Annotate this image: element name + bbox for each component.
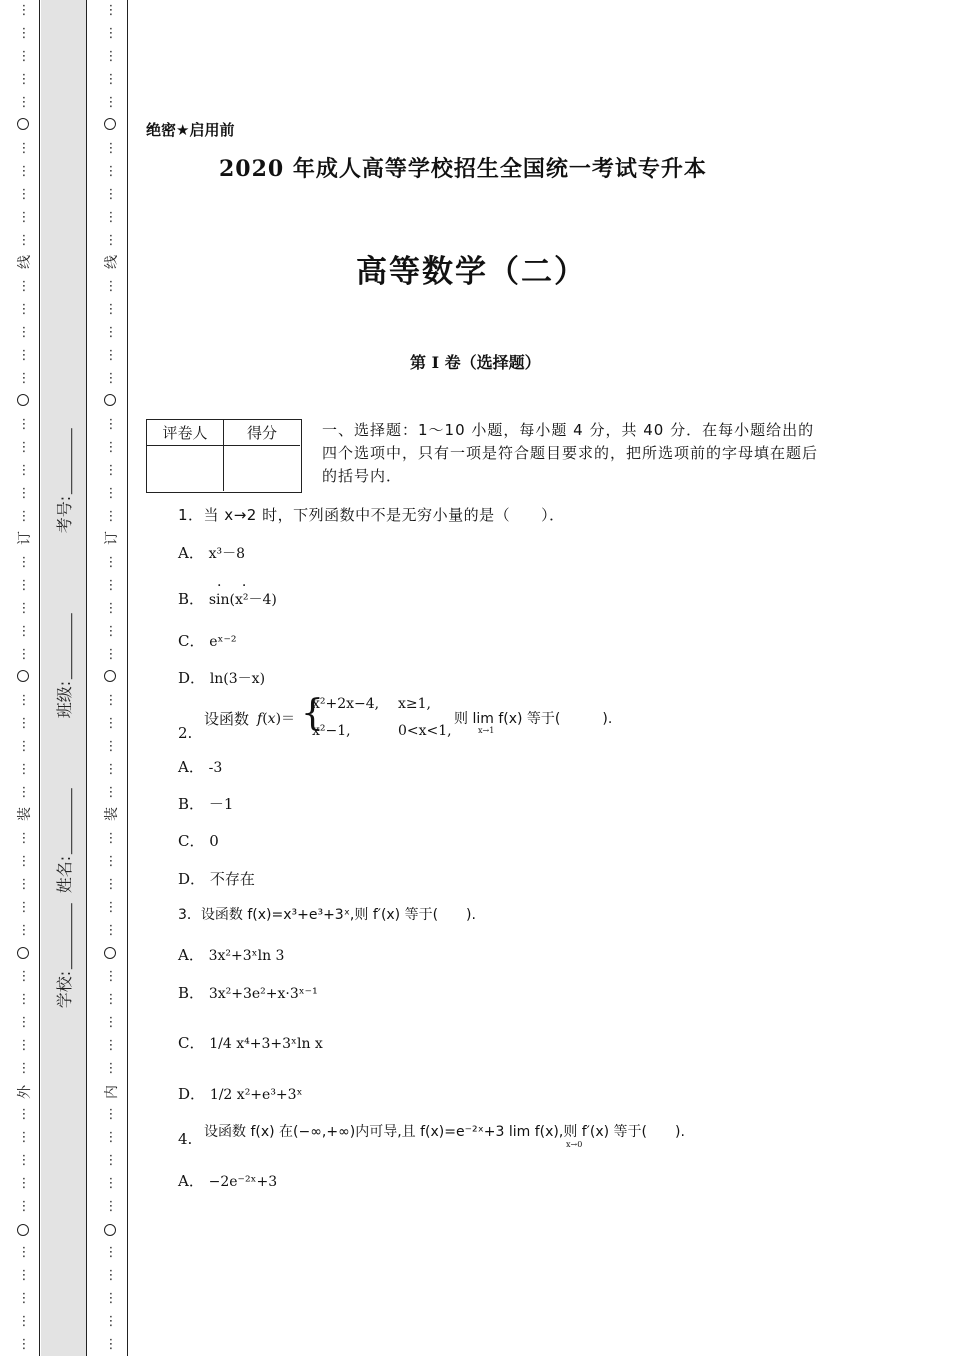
cut-line-dot: ⋮ [17, 1015, 31, 1030]
cut-line-dot: ⋮ [104, 831, 118, 846]
name-label: 姓名: [55, 855, 75, 893]
question-4-number: 4. [178, 1130, 193, 1148]
option-text: eˣ⁻² [209, 634, 237, 650]
cut-line-dot: ⋮ [17, 302, 31, 317]
cut-line-dot: ⋮ [104, 325, 118, 340]
cut-line-dot: ⋮ [104, 900, 118, 915]
option-label: D． [178, 1085, 206, 1103]
cut-line-dot: ⋮ [104, 555, 118, 570]
option-label: C． [178, 1034, 205, 1052]
cut-line-dot: ⋮ [17, 141, 31, 156]
cut-line-dot: ⋮ [17, 739, 31, 754]
question-2-lead: 设函数 [204, 710, 250, 728]
question-1-option-a[interactable] [178, 542, 245, 563]
question-1-option-c[interactable] [178, 630, 237, 651]
binding-hole-circle [104, 670, 116, 682]
cut-line-dot: ⋮ [17, 693, 31, 708]
option-label: B． [178, 984, 205, 1002]
class-field[interactable] [44, 585, 84, 745]
cut-line-dot: ⋮ [104, 1199, 118, 1214]
confidential-notice: 绝密★启用前 [146, 121, 235, 139]
question-2-option-b[interactable] [178, 793, 233, 814]
cut-line-dot: ⋮ [104, 1268, 118, 1283]
cut-line-dot: ⋮ [17, 900, 31, 915]
cut-line-dot: ⋮ [104, 371, 118, 386]
cut-line-dot: ⋮ [17, 1245, 31, 1260]
option-label: A． [178, 758, 204, 776]
inner-dotted-cut-line [101, 0, 121, 1356]
cut-line-dot: ⋮ [17, 72, 31, 87]
inner-label-staple: 装 [104, 807, 120, 821]
cut-line-dot: ⋮ [17, 486, 31, 501]
cut-line-dot: ⋮ [17, 187, 31, 202]
question-2-number: 2. [178, 724, 193, 742]
cut-line-dot: ⋮ [104, 49, 118, 64]
cut-line-dot: ⋮ [104, 187, 118, 202]
outer-label-line: 线 [17, 255, 33, 269]
cut-line-dot: ⋮ [104, 647, 118, 662]
cut-line-dot: ⋮ [104, 739, 118, 754]
question-3-option-b[interactable] [178, 982, 318, 1003]
option-text: 3x²+3ˣln 3 [208, 948, 285, 964]
cut-line-dot: ⋮ [104, 233, 118, 248]
cut-line-dot: ⋮ [17, 647, 31, 662]
score-cell[interactable] [224, 446, 300, 491]
cut-line-dot: ⋮ [104, 26, 118, 41]
option-text: 不存在 [209, 870, 255, 888]
cut-line-dot: ⋮ [104, 72, 118, 87]
cut-line-dot: ⋮ [17, 463, 31, 478]
cut-line-dot: ⋮ [104, 578, 118, 593]
option-label: B． [178, 795, 205, 813]
option-text: x³－8 [208, 546, 246, 562]
binding-hole-circle [104, 1224, 116, 1236]
cut-line-dot: ⋮ [17, 877, 31, 892]
cut-line-dot: ⋮ [17, 923, 31, 938]
cut-line-dot: ⋮ [104, 1176, 118, 1191]
cut-line-dot: ⋮ [17, 26, 31, 41]
cut-line-dot: ⋮ [104, 762, 118, 777]
school-field[interactable] [44, 870, 84, 1040]
cut-line-dot: ⋮ [17, 831, 31, 846]
question-2-option-a[interactable] [178, 756, 222, 777]
cut-line-dot: ⋮ [17, 279, 31, 294]
binding-hole-circle [104, 394, 116, 406]
cut-line-dot: ⋮ [104, 141, 118, 156]
piecewise-brace: { [301, 693, 324, 734]
exam-number-field[interactable] [44, 390, 84, 570]
outer-dotted-cut-line [14, 0, 34, 1356]
cut-line-dot: ⋮ [17, 95, 31, 110]
cut-line-dot: ⋮ [17, 1268, 31, 1283]
binding-hole-circle [17, 394, 29, 406]
cut-line-dot: ⋮ [104, 279, 118, 294]
binding-hole-circle [104, 947, 116, 959]
cut-line-dot: ⋮ [17, 49, 31, 64]
cut-line-dot: ⋮ [17, 785, 31, 800]
score-header: 得分 [224, 420, 300, 446]
cut-line-dot: ⋮ [17, 762, 31, 777]
cut-line-dot: ⋮ [17, 233, 31, 248]
cut-line-dot: ⋮ [104, 1153, 118, 1168]
binding-hole-circle [104, 118, 116, 130]
cut-line-dot: ⋮ [17, 1291, 31, 1306]
question-3-option-a[interactable] [178, 944, 284, 965]
cut-line-dot: ⋮ [104, 1061, 118, 1076]
option-label: D． [178, 870, 206, 888]
cut-line-dot: ⋮ [104, 693, 118, 708]
inner-label-inside: 内 [104, 1085, 120, 1099]
cut-line-dot: ⋮ [104, 854, 118, 869]
exam-title: 2020 年成人高等学校招生全国统一考试专升本 [219, 156, 707, 182]
question-3-option-d[interactable] [178, 1083, 303, 1104]
binding-hole-circle [17, 1224, 29, 1236]
cut-line-dot: ⋮ [104, 3, 118, 18]
cut-line-dot: ⋮ [104, 923, 118, 938]
exam-number-label: 考号: [55, 495, 75, 533]
option-label: A． [178, 544, 204, 562]
cut-line-dot: ⋮ [17, 348, 31, 363]
cut-line-dot: ⋮ [17, 164, 31, 179]
cut-line-dot: ⋮ [17, 1107, 31, 1122]
question-1-option-b[interactable] [178, 588, 277, 609]
cut-line-dot: ⋮ [17, 624, 31, 639]
question-2-tail: 则 lim f(x) 等于( ). [454, 711, 613, 727]
question-2-condition-2: 0<x<1, [398, 723, 452, 739]
reviewer-cell[interactable] [147, 446, 224, 491]
class-label: 班级: [55, 680, 75, 718]
outer-label-staple: 装 [17, 807, 33, 821]
cut-line-dot: ⋮ [17, 1199, 31, 1214]
cut-line-dot: ⋮ [17, 371, 31, 386]
school-label: 学校: [55, 970, 75, 1008]
option-text: -3 [208, 760, 223, 776]
cut-line-dot: ⋮ [104, 509, 118, 524]
cut-line-dot: ⋮ [104, 969, 118, 984]
option-text: −2e⁻²ˣ+3 [208, 1174, 278, 1190]
option-label: A． [178, 946, 204, 964]
cut-line-dot: ⋮ [104, 348, 118, 363]
cut-line-dot: ⋮ [17, 601, 31, 616]
binding-hole-circle [17, 947, 29, 959]
cut-line-dot: ⋮ [104, 440, 118, 455]
option-text: ln(3－x) [209, 671, 266, 687]
cut-line-dot: ⋮ [17, 854, 31, 869]
option-text: －1 [208, 795, 234, 813]
cut-line-dot: ⋮ [104, 992, 118, 1007]
subject-title: 高等数学（二） [356, 254, 587, 290]
cut-line-dot: ⋮ [104, 1015, 118, 1030]
option-label: C． [178, 632, 205, 650]
question-2-function-name: f(x)＝ [257, 711, 296, 727]
inner-label-line: 线 [104, 255, 120, 269]
cut-line-dot: ⋮ [17, 1038, 31, 1053]
cut-line-dot: ⋮ [104, 1130, 118, 1145]
cut-line-dot: ⋮ [104, 624, 118, 639]
question-1-option-d[interactable] [178, 667, 265, 688]
cut-line-dot: ⋮ [17, 440, 31, 455]
cut-line-dot: ⋮ [17, 509, 31, 524]
cut-line-dot: ⋮ [17, 969, 31, 984]
question-3-stem: 3．设函数 f(x)=x³+e³+3ˣ,则 f′(x) 等于( ). [178, 907, 476, 923]
cut-line-dot: ⋮ [104, 1038, 118, 1053]
cut-line-dot: ⋮ [104, 486, 118, 501]
option-text: 1/2 x²+e³+3ˣ [209, 1087, 303, 1103]
option-label: B． [178, 590, 205, 608]
cut-line-dot: ⋮ [104, 601, 118, 616]
question-2-limit-subscript: x→1 [478, 726, 495, 735]
option-label: D． [178, 669, 206, 687]
inner-label-bind: 订 [104, 531, 120, 545]
option-text: sin(x²－4) [208, 592, 277, 608]
cut-line-dot: ⋮ [17, 1061, 31, 1076]
question-3-option-c[interactable] [178, 1032, 323, 1053]
question-2-option-c[interactable] [178, 830, 219, 851]
cut-line-dot: ⋮ [104, 164, 118, 179]
cut-line-dot: ⋮ [17, 555, 31, 570]
cut-line-dot: ⋮ [17, 992, 31, 1007]
cut-line-dot: ⋮ [17, 578, 31, 593]
cut-line-dot: ⋮ [104, 1107, 118, 1122]
cut-line-dot: ⋮ [104, 877, 118, 892]
option-label: C． [178, 832, 205, 850]
cut-line-dot: ⋮ [104, 1314, 118, 1329]
question-2-condition-1: x≥1, [398, 696, 431, 712]
cut-line-dot: ⋮ [17, 1176, 31, 1191]
binding-hole-circle [17, 670, 29, 682]
cut-line-dot: ⋮ [17, 1314, 31, 1329]
question-4-limit-subscript: x→0 [566, 1140, 583, 1149]
cut-line-dot: ⋮ [104, 210, 118, 225]
option-text: 3x²+3e²+x·3ˣ⁻¹ [208, 986, 318, 1002]
cut-line-dot: ⋮ [104, 1245, 118, 1260]
option-text: 0 [209, 832, 219, 850]
question-1-stem: 1．当 x→2 时，下列函数中不是无穷小量的是（ ）． [178, 506, 565, 524]
reviewer-header: 评卷人 [147, 420, 224, 446]
section-instructions: 一、选择题：1～10 小题，每小题 4 分，共 40 分．在每小题给出的四个选项中，只有一项是符合题目要求的，把所选项前的字母填在题后的括号内． [322, 421, 819, 485]
option-text: 1/4 x⁴+3+3ˣln x [209, 1036, 323, 1052]
cut-line-dot: ⋮ [17, 3, 31, 18]
cut-line-dot: ⋮ [104, 1291, 118, 1306]
cut-line-dot: ⋮ [17, 210, 31, 225]
grading-table [146, 419, 302, 493]
cut-line-dot: ⋮ [104, 95, 118, 110]
part-title: 第 I 卷（选择题） [410, 353, 541, 372]
cut-line-dot: ⋮ [104, 716, 118, 731]
question-4-stem: 设函数 f(x) 在(−∞,+∞)内可导,且 f(x)=e⁻²ˣ+3 lim f(x),则 f′(x) 等于( ). [204, 1124, 685, 1140]
cut-line-dot: ⋮ [17, 1337, 31, 1352]
binding-hole-circle [17, 118, 29, 130]
cut-line-dot: ⋮ [17, 716, 31, 731]
outer-label-bind: 订 [17, 531, 33, 545]
outer-label-outside: 外 [17, 1085, 33, 1099]
cut-line-dot: ⋮ [104, 302, 118, 317]
question-4-option-a[interactable] [178, 1170, 277, 1191]
emphasis-dots: . . [217, 574, 255, 590]
cut-line-dot: ⋮ [104, 417, 118, 432]
cut-line-dot: ⋮ [104, 1337, 118, 1352]
cut-line-dot: ⋮ [104, 785, 118, 800]
cut-line-dot: ⋮ [17, 417, 31, 432]
question-2-option-d[interactable] [178, 868, 255, 889]
cut-line-dot: ⋮ [17, 1130, 31, 1145]
question-2-case-1: x²+2x−4, [312, 696, 380, 712]
cut-line-dot: ⋮ [17, 1153, 31, 1168]
cut-line-dot: ⋮ [104, 463, 118, 478]
cut-line-dot: ⋮ [17, 325, 31, 340]
question-2-case-2: x²−1, [312, 723, 351, 739]
option-label: A． [178, 1172, 204, 1190]
